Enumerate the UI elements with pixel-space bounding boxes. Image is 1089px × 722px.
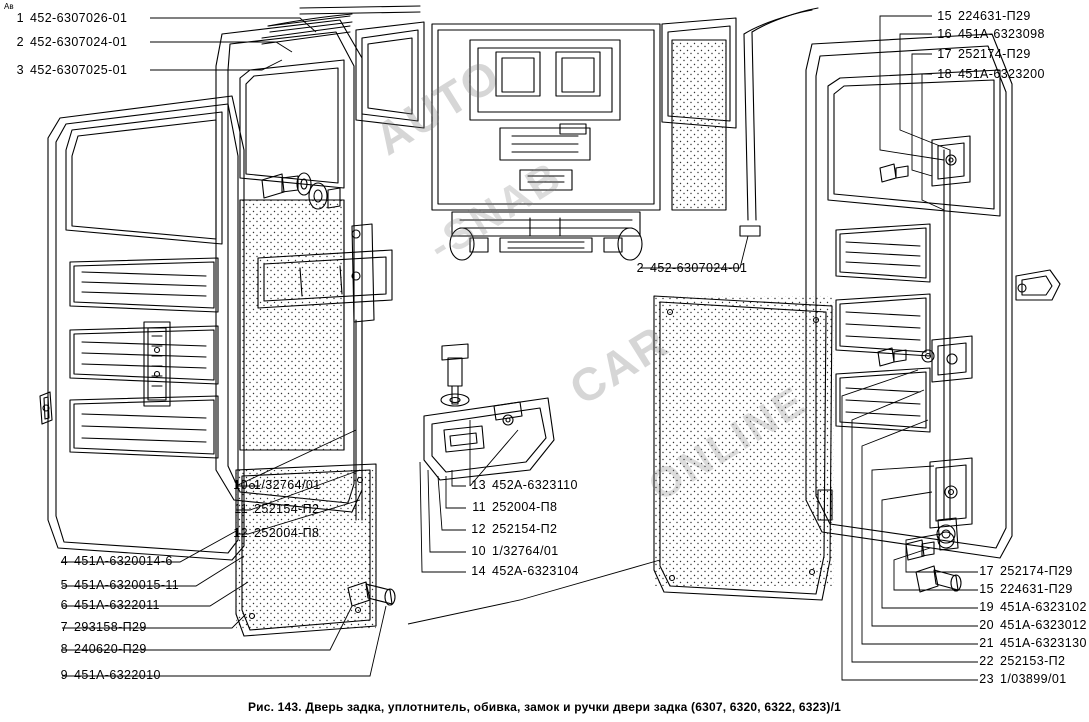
- callout-number: 2: [636, 261, 644, 275]
- callout-number: 4: [60, 554, 68, 568]
- callout-number: 3: [16, 63, 24, 77]
- callout-code: 240620-П29: [74, 642, 147, 656]
- callout-number: 1: [16, 11, 24, 25]
- callout-number: 19: [979, 600, 994, 614]
- callout-code: 451А-6322011: [74, 598, 160, 612]
- callout-center-left-12: [232, 526, 319, 540]
- callout-number: 15: [979, 582, 994, 596]
- callout-code: 451А-6323102: [1000, 600, 1087, 614]
- callout-code: 452-6307025-01: [30, 63, 128, 77]
- callout-code: 252154-П2: [492, 522, 558, 536]
- callout-code: 452А-6323110: [492, 478, 578, 492]
- callout-number: 17: [937, 47, 952, 61]
- callout-bottom-right-21: [978, 636, 1087, 650]
- watermark-snab: -SNAB: [420, 151, 571, 270]
- callout-code: 252174-П29: [1000, 564, 1073, 578]
- callout-number: 18: [937, 67, 952, 81]
- figure-caption: Рис. 143. Дверь задка, уплотнитель, обивка, замок и ручки двери задка (6307, 6320, 6322, 6323)/1: [247, 700, 842, 714]
- callout-code: 252004-П8: [254, 526, 320, 540]
- callout-code: 1/03899/01: [1000, 672, 1067, 686]
- callout-center-right-14: [470, 564, 579, 578]
- callout-number: 13: [471, 478, 486, 492]
- callout-number: 17: [979, 564, 994, 578]
- callout-code: 252153-П2: [1000, 654, 1066, 668]
- callout-code: 452-6307024-01: [650, 261, 748, 275]
- callout-number: 21: [979, 636, 994, 650]
- callout-center-right-11: [470, 500, 557, 514]
- callout-number: 9: [60, 668, 68, 682]
- callout-code: 252004-П8: [492, 500, 558, 514]
- callout-bottom-right-22: [978, 654, 1065, 668]
- watermark-online: ONLINE: [640, 376, 815, 510]
- callout-number: 16: [937, 27, 952, 41]
- callout-bottom-right-20: [978, 618, 1087, 632]
- callout-code: 451А-6323098: [958, 27, 1045, 41]
- callout-bottom-left-8: [52, 642, 147, 656]
- callout-center-right-12: [470, 522, 557, 536]
- callout-code: 451А-6320015-11: [74, 578, 180, 592]
- callout-bottom-right-19: [978, 600, 1087, 614]
- callout-center-left-10: [232, 478, 321, 492]
- callout-top-left-3: [8, 63, 127, 77]
- callout-center-right-10: [470, 544, 559, 558]
- callout-center-left-11: [232, 502, 319, 516]
- callout-top-left-2: [8, 35, 127, 49]
- callout-number: 10: [233, 478, 248, 492]
- callout-code: 451А-6320014-6: [74, 554, 173, 568]
- callout-code: 451А-6323130: [1000, 636, 1087, 650]
- watermark-auto: AUTO: [365, 47, 510, 165]
- callout-bottom-left-7: [52, 620, 147, 634]
- callout-number: 11: [472, 500, 486, 514]
- corner-note: Ав: [4, 2, 14, 11]
- callout-bottom-left-6: [52, 598, 160, 612]
- callout-bottom-left-9: [52, 668, 161, 682]
- callout-code: 1/32764/01: [492, 544, 559, 558]
- callout-number: 14: [471, 564, 486, 578]
- callout-code: 452-6307026-01: [30, 11, 128, 25]
- callout-code: 293158-П29: [74, 620, 147, 634]
- callout-top-left-1: [8, 11, 127, 25]
- watermark-car: CAR: [560, 314, 678, 415]
- callout-number: 22: [979, 654, 994, 668]
- callout-code: 252174-П29: [958, 47, 1031, 61]
- callout-code: 224631-П29: [958, 9, 1031, 23]
- callout-number: 23: [979, 672, 994, 686]
- callout-bottom-right-23: [978, 672, 1067, 686]
- callout-code: 451А-6323012: [1000, 618, 1087, 632]
- callout-number: 12: [233, 526, 248, 540]
- callout-center-right-13: [470, 478, 578, 492]
- callout-code: 452А-6323104: [492, 564, 579, 578]
- callout-number: 15: [937, 9, 952, 23]
- callout-bottom-right-15: [978, 582, 1073, 596]
- callout-code: 452-6307024-01: [30, 35, 128, 49]
- callout-bottom-right-17: [978, 564, 1073, 578]
- callout-code: 252154-П2: [254, 502, 320, 516]
- callout-number: 11: [234, 502, 248, 516]
- callout-top-right-18: [936, 67, 1045, 81]
- callout-code: 451А-6323200: [958, 67, 1045, 81]
- callout-bottom-left-5: [52, 578, 179, 592]
- callout-number: 5: [60, 578, 68, 592]
- callout-number: 12: [471, 522, 486, 536]
- callout-number: 8: [60, 642, 68, 656]
- callout-top-right-15: [936, 9, 1031, 23]
- callout-top-right-16: [936, 27, 1045, 41]
- callout-number: 2: [16, 35, 24, 49]
- callout-number: 20: [979, 618, 994, 632]
- callout-code: 451А-6322010: [74, 668, 161, 682]
- callout-bottom-left-4: [52, 554, 173, 568]
- callout-number: 6: [60, 598, 68, 612]
- callout-center-top-2: [628, 261, 747, 275]
- callout-code: 1/32764/01: [254, 478, 321, 492]
- callout-number: 10: [471, 544, 486, 558]
- callout-top-right-17: [936, 47, 1031, 61]
- callout-number: 7: [60, 620, 68, 634]
- callout-code: 224631-П29: [1000, 582, 1073, 596]
